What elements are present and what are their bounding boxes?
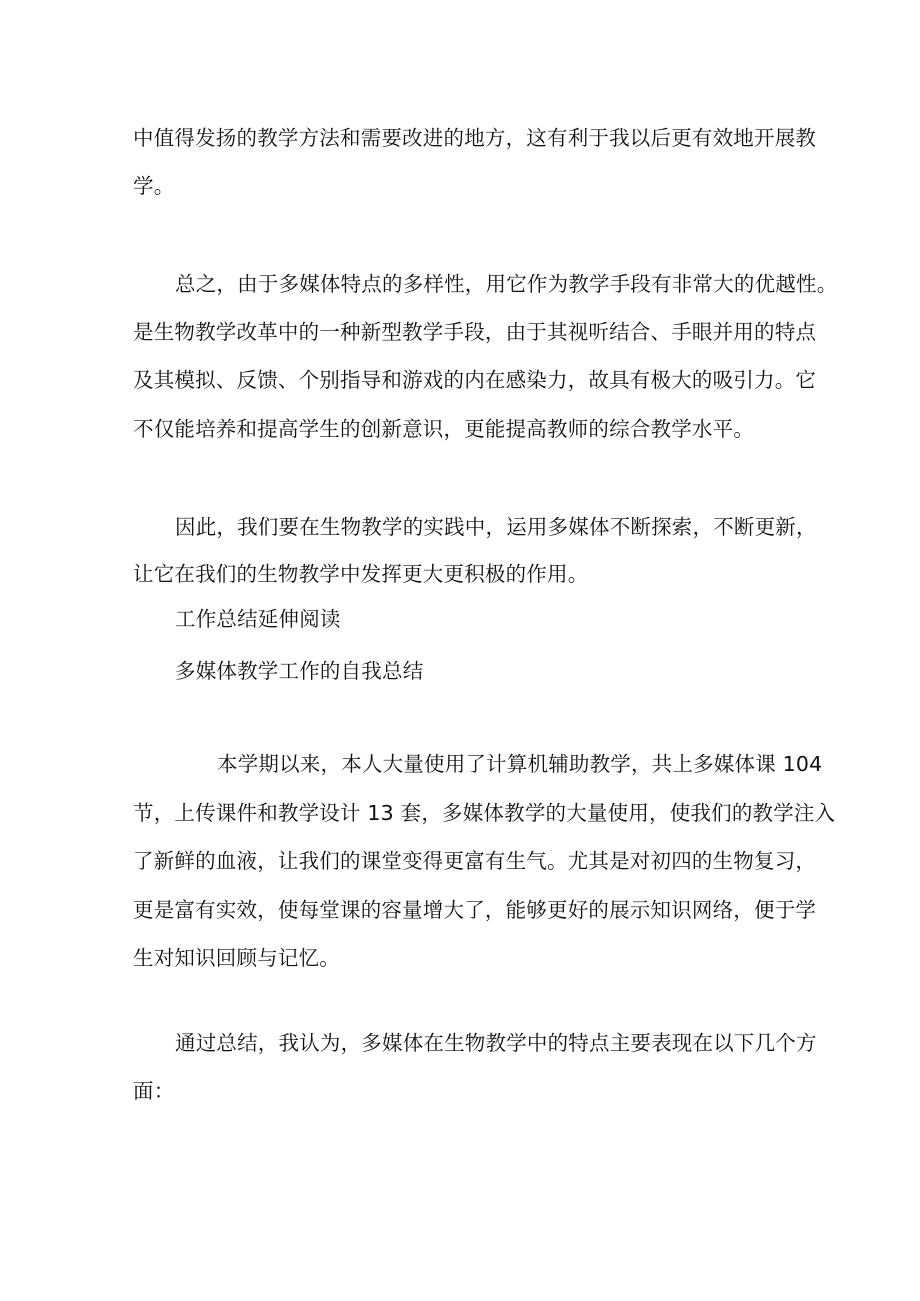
paragraph-line: 面： <box>133 1079 175 1103</box>
paragraph-line: 学。 <box>133 174 175 198</box>
paragraph-line: 及其模拟、反馈、个别指导和游戏的内在感染力，故具有极大的吸引力。它 <box>133 368 817 392</box>
paragraph-line: 不仅能培养和提高学生的创新意识，更能提高教师的综合教学水平。 <box>133 417 754 441</box>
paragraph-line: 生对知识回顾与记忆。 <box>133 946 340 970</box>
paragraph-line: 通过总结，我认为，多媒体在生物教学中的特点主要表现在以下几个方 <box>175 1031 817 1055</box>
paragraph-line: 因此，我们要在生物教学的实践中，运用多媒体不断探索，不断更新， <box>175 515 817 539</box>
paragraph-line: 更是富有实效，使每堂课的容量增大了，能够更好的展示知识网络，便于学 <box>133 898 817 922</box>
paragraph-line: 了新鲜的血液，让我们的课堂变得更富有生气。尤其是对初四的生物复习， <box>133 849 817 873</box>
paragraph-line: 节，上传课件和教学设计 13 套，多媒体教学的大量使用，使我们的教学注入 <box>133 801 836 825</box>
paragraph-line: 本学期以来，本人大量使用了计算机辅助教学，共上多媒体课 104 <box>217 752 823 776</box>
paragraph-line: 中值得发扬的教学方法和需要改进的地方，这有利于我以后更有效地开展教 <box>133 126 817 150</box>
section-label-extended-reading: 工作总结延伸阅读 <box>175 607 341 631</box>
section-title: 多媒体教学工作的自我总结 <box>175 659 424 683</box>
paragraph-line: 是生物教学改革中的一种新型教学手段，由于其视听结合、手眼并用的特点 <box>133 320 817 344</box>
paragraph-line: 让它在我们的生物教学中发挥更大更积极的作用。 <box>133 562 589 586</box>
paragraph-line: 总之，由于多媒体特点的多样性，用它作为教学手段有非常大的优越性。 <box>175 272 838 296</box>
